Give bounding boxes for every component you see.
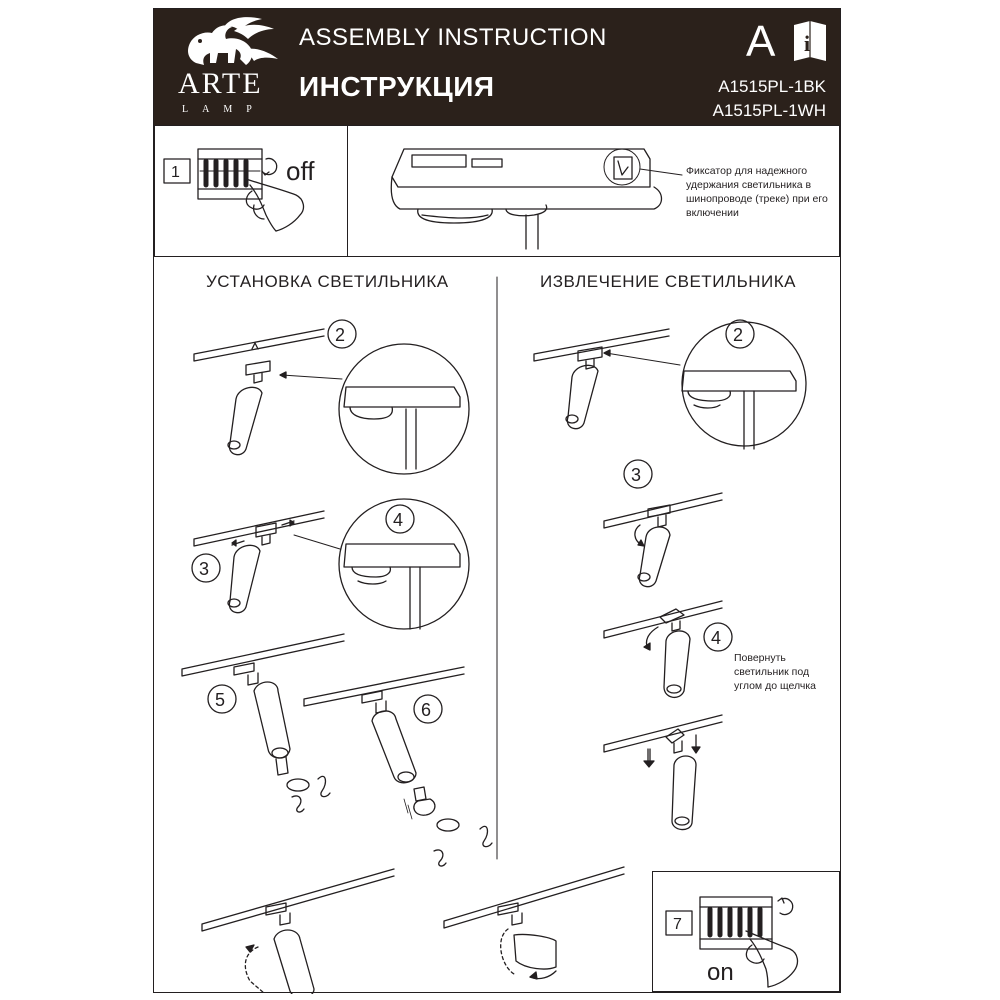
step1-off-label: off xyxy=(286,156,315,186)
remove-step3-illustration xyxy=(604,460,722,587)
model-wh: A1515PL-1WH xyxy=(712,101,826,120)
remove-step5-illustration xyxy=(604,715,722,830)
remove-step4-note: Повернуть светильник под углом до щелчка xyxy=(734,652,816,692)
step1-number: 1 xyxy=(171,164,180,181)
install-step2-number: 2 xyxy=(335,325,346,345)
step7-illustration xyxy=(666,897,797,987)
bulb-icon xyxy=(414,787,435,815)
remove-step2-number: 2 xyxy=(733,325,744,345)
install-step5-number: 5 xyxy=(215,690,226,710)
remove-step4-number: 4 xyxy=(711,628,722,648)
install-step2-illustration xyxy=(194,320,469,474)
install-step4-number: 4 xyxy=(393,510,404,530)
line-art-illustrations xyxy=(154,9,840,994)
install-rotate-illustration xyxy=(202,867,624,994)
brand-name: ARTE xyxy=(178,67,263,100)
section-letter: A xyxy=(746,17,776,66)
remove-step4-illustration xyxy=(604,601,732,697)
hand-icon xyxy=(246,179,303,231)
step1-illustration xyxy=(164,149,303,231)
title-russian: ИНСТРУКЦИЯ xyxy=(299,71,495,102)
step7-number: 7 xyxy=(673,916,682,933)
remove-step2-illustration xyxy=(534,320,806,449)
install-step6-number: 6 xyxy=(421,700,432,720)
terminal-block-icon xyxy=(700,897,772,949)
install-step34-illustration xyxy=(192,499,469,629)
latch-note: Фиксатор для надежного удержания светильника в шинопроводе (треке) при его включении xyxy=(686,165,828,219)
model-bk: A1515PL-1BK xyxy=(718,77,826,96)
remove-step3-number: 3 xyxy=(631,465,642,485)
instruction-sheet xyxy=(153,8,841,993)
latch-detail-illustration xyxy=(391,149,682,249)
install-step5-illustration xyxy=(182,634,344,812)
install-title: УСТАНОВКА СВЕТИЛЬНИКА xyxy=(206,272,449,291)
install-step6-illustration xyxy=(304,667,492,866)
install-step3-number: 3 xyxy=(199,559,210,579)
info-icon-letter: i xyxy=(804,31,811,56)
step7-on-label: on xyxy=(707,959,734,986)
remove-title: ИЗВЛЕЧЕНИЕ СВЕТИЛЬНИКА xyxy=(540,272,796,291)
brand-sub: LAMP xyxy=(182,104,266,115)
title-english: ASSEMBLY INSTRUCTION xyxy=(299,24,607,51)
